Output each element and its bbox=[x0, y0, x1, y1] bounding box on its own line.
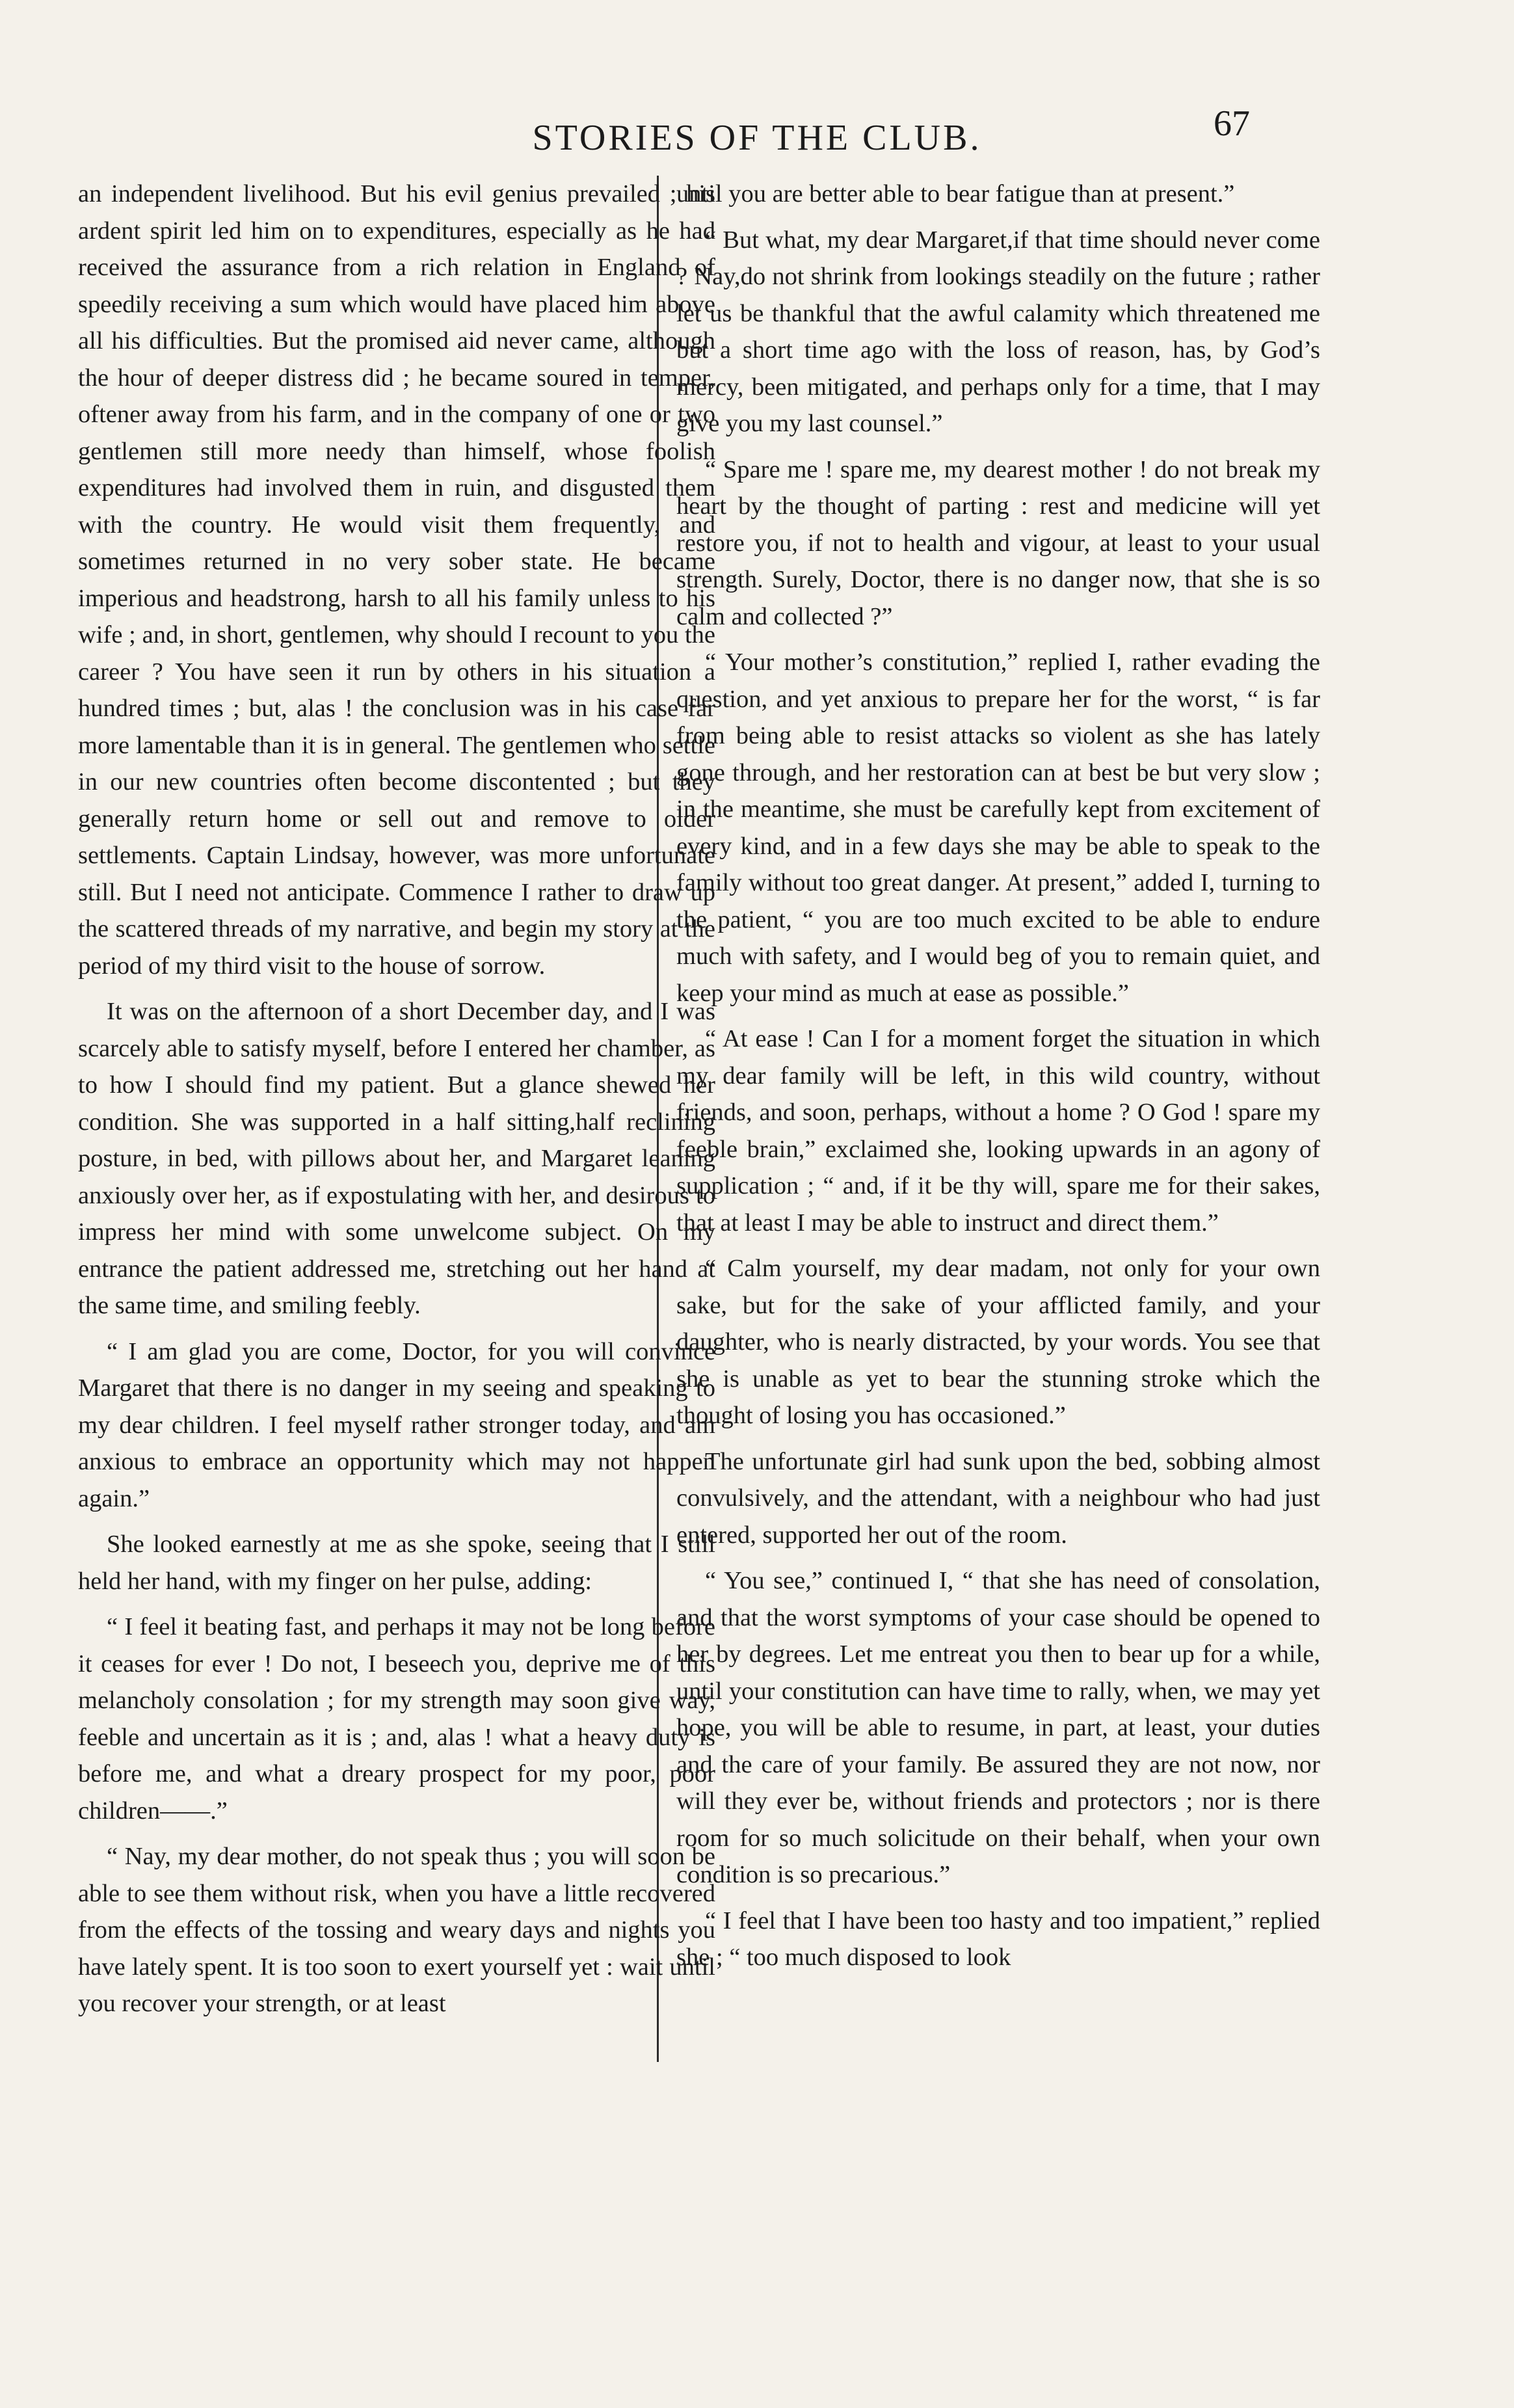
paragraph: “ I feel it beating fast, and perhaps it may not be long before it ceases for ever ! Do not, I beseech you, deprive me of this melancholy consolation ; for my strength may soon give way, feeble and uncertain as it is ; and, alas ! what a heavy duty is before me, and what a dreary prospect for my poor, poor children——.” bbox=[78, 1613, 715, 1825]
paragraph: until you are better able to bear fatigue than at present.” bbox=[676, 180, 1235, 207]
paragraph: “ Calm yourself, my dear madam, not only for your own sake, but for the sake of your afflicted family, and your daughter, who is nearly distracted, by your words. You see that she is unable as yet to bear the stunning stroke which the thought of losing you has occasioned.” bbox=[676, 1255, 1320, 1429]
paragraph: “ Nay, my dear mother, do not speak thus ; you will soon be able to see them without risk, when you have a little recovered from the effects of the tossing and weary days and nights you have lately spent. It is too soon to exert yourself yet : wait until you recover your strength, or at least bbox=[78, 1843, 715, 2017]
paragraph: “ Spare me ! spare me, my dearest mother ! do not break my heart by the thought of parting : rest and medicine will yet restore you, if not to health and vigour, at least to your usual strength. Surely, Doctor, there is no danger now, that she is so calm and collected ?” bbox=[676, 455, 1320, 630]
paragraph: “ But what, my dear Margaret,if that time should never come ? Nay,do not shrink from lookings steadily on the future ; rather let us be thankful that the awful calamity which threatened me but a short time ago with the loss of reason, has, by God’s mercy, been mitigated, and perhaps only for a time, that I may give you my last counsel.” bbox=[676, 226, 1320, 437]
paragraph: The unfortunate girl had sunk upon the bed, sobbing almost convulsively, and the attendant, with a neighbour who had just entered, supported her out of the room. bbox=[676, 1447, 1320, 1549]
right-column bbox=[676, 176, 1320, 1985]
left-column bbox=[78, 176, 715, 2031]
paragraph: “ I am glad you are come, Doctor, for you will convince Margaret that there is no danger in my seeing and speaking to my dear children. I feel myself rather stronger today, and am anxious to embrace an opportunity which may not happen again.” bbox=[78, 1337, 715, 1512]
paragraph: an independent livelihood. But his evil genius prevailed ; his ardent spirit led him on to expenditures, especially as he had received the assurance from a rich relation in England of speedily receiving a sum which would have placed him above all his difficulties. But the promised aid never came, although the hour of deeper distress did ; he became soured in temper, oftener away from his farm, and in the company of one or two gentlemen still more needy than himself, whose foolish expenditures had involved them in ruin, and disgusted them with the country. He would visit them frequently, and sometimes returned in no very sober state. He became imperious and headstrong, harsh to all his family unless to his wife ; and, in short, gentlemen, why should I recount to you the career ? You have seen it run by others in his situation a hundred times ; but, alas ! the conclusion was in his case far more lamentable than it is in general. The gentlemen who settle in our new countries often become discontented ; but they generally return home or sell out and remove to older settlements. Captain Lindsay, however, was more unfortunate still. But I need not anticipate. Commence I rather to draw up the scattered threads of my narrative, and begin my story at the period of my third visit to the house of sorrow. bbox=[78, 180, 715, 980]
paragraph: She looked earnestly at me as she spoke, seeing that I still held her hand, with my finger on her pulse, adding: bbox=[78, 1531, 715, 1595]
paragraph: “ You see,” continued I, “ that she has need of consolation, and that the worst symptoms of your case should be opened to her by degrees. Let me entreat you then to bear up for a while, until your constitution can have time to rally, when, we may yet hope, you will be able to resume, in part, at least, your duties and the care of your family. Be assured they are not now, nor will they ever be, without friends and protectors ; nor is there room for so much solicitude on their behalf, when your own condition is so precarious.” bbox=[676, 1567, 1320, 1888]
paragraph: “ Your mother’s constitution,” replied I, rather evading the question, and yet anxious to prepare her for the worst, “ is far from being able to resist attacks so violent as she has lately gone through, and her restoration can at best be but very slow ; in the meantime, she must be carefully kept from excitement of every kind, and in a few days she may be able to speak to the family without too great danger. At present,” added I, turning to the patient, “ you are too much excited to be able to endure much with safety, and I would beg of you to remain quiet, and keep your mind as much at ease as possible.” bbox=[676, 649, 1320, 1007]
page-number: 67 bbox=[1214, 103, 1250, 144]
paragraph: “ I feel that I have been too hasty and too impatient,” replied she ; “ too much disposed to look bbox=[676, 1906, 1320, 1971]
running-title: STORIES OF THE CLUB. bbox=[532, 118, 982, 158]
paragraph: It was on the afternoon of a short December day, and I was scarcely able to satisfy myself, before I entered her chamber, as to how I should find my patient. But a glance shewed her condition. She was supported in a half sitting,half reclining posture, in bed, with pillows about her, and Margaret leaning anxiously over her, as if expostulating with her, and desirous to impress her mind with some unwelcome subject. On my entrance the patient addressed me, stretching out her hand at the same time, and smiling feebly. bbox=[78, 998, 715, 1319]
paragraph: “ At ease ! Can I for a moment forget the situation in which my dear family will be left, in this wild country, without friends, and soon, perhaps, without a home ? O God ! spare my feeble brain,” exclaimed she, looking upwards in an agony of supplication ; “ and, if it be thy will, spare me for their sakes, that at least I may be able to instruct and direct them.” bbox=[676, 1025, 1320, 1237]
